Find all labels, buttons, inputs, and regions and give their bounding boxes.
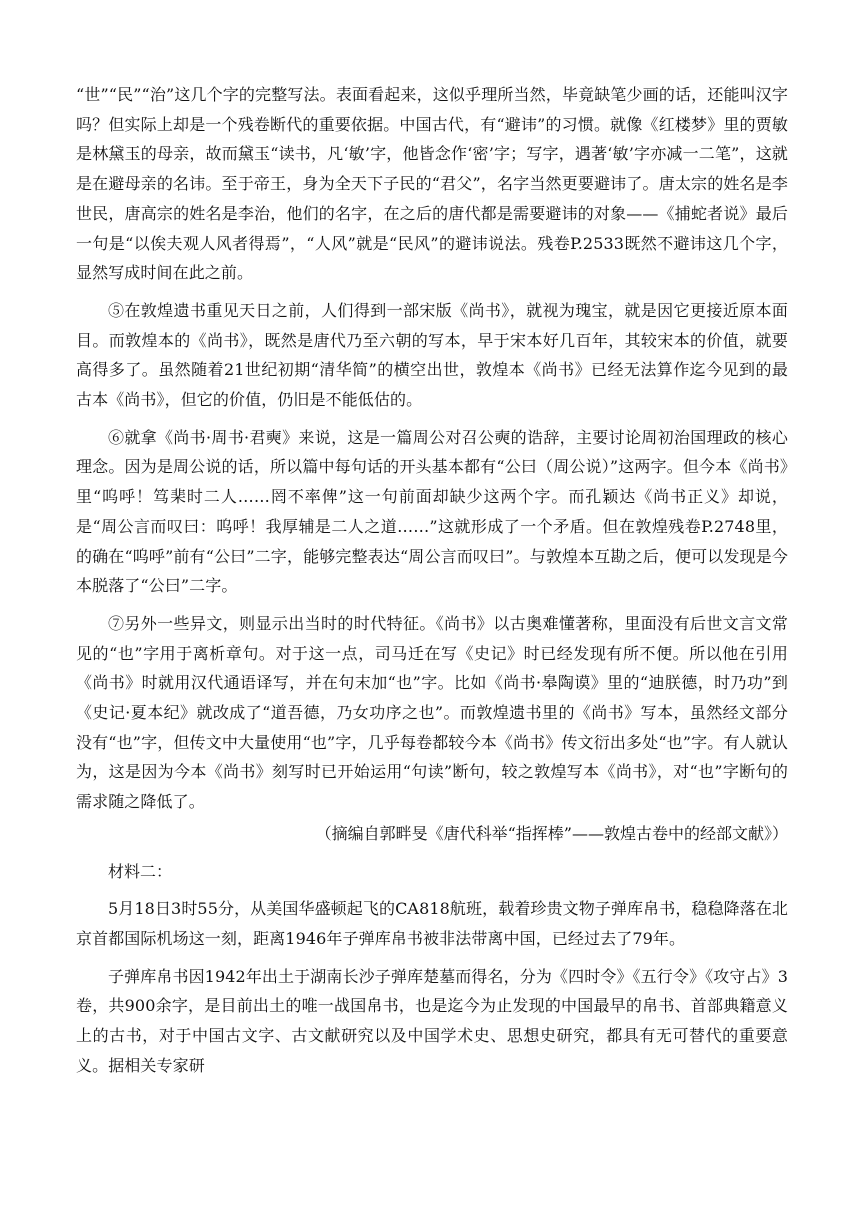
paragraph-5: ⑤在敦煌遗书重见天日之前，人们得到一部宋版《尚书》，就视为瑰宝，就是因它更接近原本面目。而敦煌本的《尚书》，既然是唐代乃至六朝的写本，早于宋本好几百年，其较宋本的价值，就要高得多了。虽然随着21世纪初期“清华简”的横空出世，敦煌本《尚书》已经无法算作迄今见到的最古本《尚书》，但它的价值，仍旧是不能低估的。	[76, 300, 788, 410]
material-two-label: 材料二：	[108, 861, 173, 881]
material-two-paragraph-2: 子弹库帛书因1942年出土于湖南长沙子弹库楚墓而得名，分为《四时令》《五行令》《攻守占》3卷，共900余字，是目前出土的唯一战国帛书，也是迄今为止发现的中国最早的帛书、首部典籍意义上的古书，对于中国古文字、古文献研究以及中国学术史、思想史研究，都具有无可替代的重要意义。据相关专家研	[76, 966, 788, 1075]
source-citation: （摘编自郭畔旻《唐代科举“指挥棒”——敦煌古卷中的经部文献》）	[315, 823, 788, 843]
document-page	[76, 80, 788, 1081]
paragraph-avoidance-taboo: “世”“民”“治”这几个字的完整写法。表面看起来，这似乎理所当然，毕竟缺笔少画的话，还能叫汉字吗？但实际上却是一个残卷断代的重要依据。中国古代，有“避讳”的习惯。就像《红楼梦》里的贾敏是林黛玉的母亲，故而黛玉“读书，凡‘敏’字，他皆念作‘密’字；写字，遇著‘敏’字亦减一二笔”，这就是在避母亲的名讳。至于帝王，身为全天下子民的“君父”，名字当然更要避讳了。唐太宗的姓名是李世民，唐高宗的姓名是李治，他们的名字，在之后的唐代都是需要避讳的对象——《捕蛇者说》最后一句是“以俟夫观人风者得焉”，“人风”就是“民风”的避讳说法。残卷P.2533既然不避讳这几个字，显然写成时间在此之前。	[76, 85, 788, 283]
paragraph-7: ⑦另外一些异文，则显示出当时的时代特征。《尚书》以古奥难懂著称，里面没有后世文言文常见的“也”字用于离析章句。对于这一点，司马迁在写《史记》时已经发现有所不便。所以他在引用《尚书》时就用汉代通语译写，并在句末加“也”字。比如《尚书·皋陶谟》里的“迪朕德，时乃功”到《史记·夏本纪》就改成了“道吾德，乃女功序之也”。而敦煌遗书里的《尚书》写本，虽然经文部分没有“也”字，但传文中大量使用“也”字，几乎每卷都较今本《尚书》传文衍出多处“也”字。有人就认为，这是因为今本《尚书》刻写时已开始运用“句读”断句，较之敦煌写本《尚书》，对“也”字断句的需求随之降低了。	[76, 613, 788, 812]
paragraph-6: ⑥就拿《尚书·周书·君奭》来说，这是一篇周公对召公奭的诰辞，主要讨论周初治国理政的核心理念。因为是周公说的话，所以篇中每句话的开头基本都有“公曰（周公说）”这两字。但今本《尚书》里“呜呼！笃棐时二人……罔不率俾”这一句前面却缺少这两个字。而孔颖达《尚书正义》却说，是“周公言而叹曰：呜呼！我厚辅是二人之道……”这就形成了一个矛盾。但在敦煌残卷P.2748里，的确在“呜呼”前有“公曰”二字，能够完整表达“周公言而叹曰”。与敦煌本互勘之后，便可以发现是今本脱落了“公曰”二字。	[76, 427, 788, 596]
material-two-paragraph-1: 5月18日3时55分，从美国华盛顿起飞的CA818航班，载着珍贵文物子弹库帛书，稳稳降落在北京首都国际机场这一刻，距离1946年子弹库帛书被非法带离中国，已经过去了79年。	[76, 899, 789, 948]
